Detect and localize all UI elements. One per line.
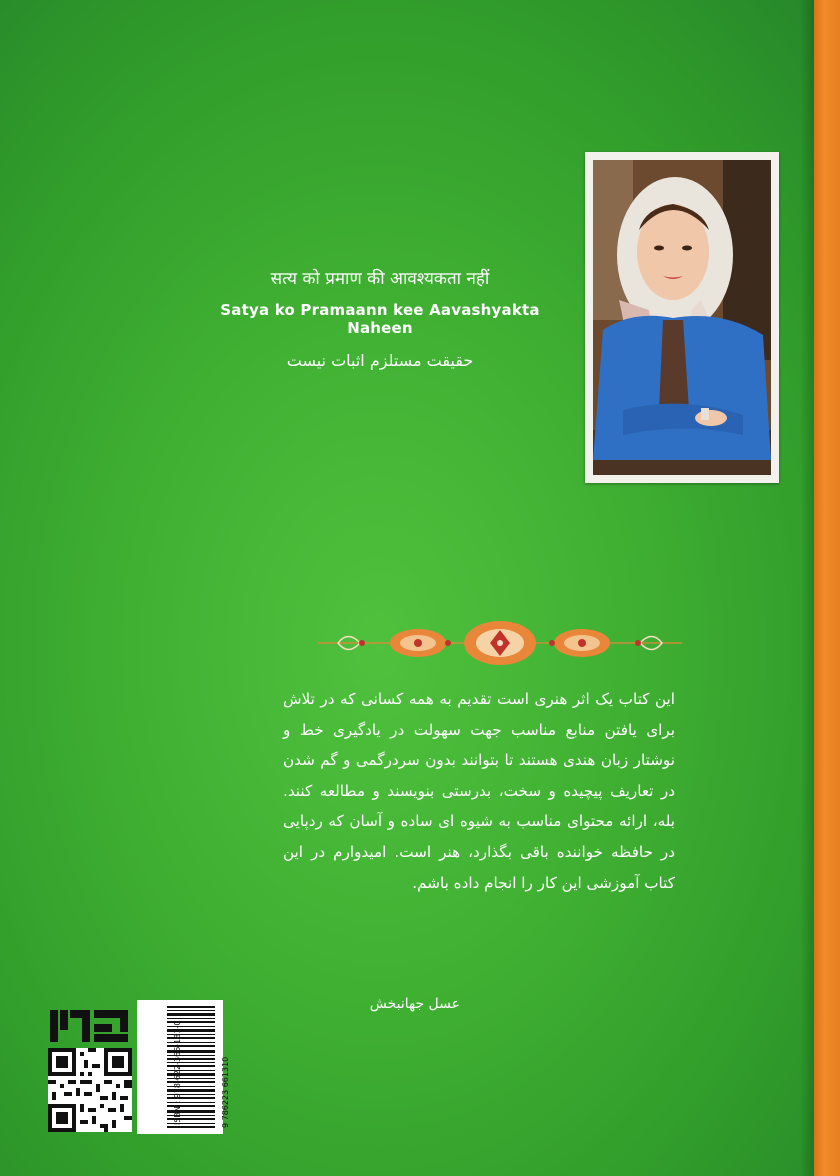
author-portrait-illustration (593, 160, 771, 475)
back-cover-blurb: این کتاب یک اثر هنری است تقدیم به همه کسانی که در تلاش برای یافتن منابع مناسب جهت سهولت در یادگیری خط و نوشتار زبان هندی هستند تا بتوانند بدون سردرگمی و گم شدن در تعاریف پیچیده و سخت، بدرستی بنویسند و مطالعه کنند. بله، ارائه محتوای مناسب به شیوه ای ساده و آسان که ردپایی در حافظه خواننده باقی بگذارد، هنر است. امیدوارم در این کتاب آموزشی این کار را انجام داده باشم. (283, 690, 675, 892)
publisher-logo-icon (48, 1006, 132, 1046)
author-name: عسل جهانبخش (369, 996, 460, 1012)
author-photo-frame (585, 152, 779, 483)
title-latin: Satya ko Pramaann kee Aavashyakta Naheen (220, 301, 540, 337)
floral-divider-icon (318, 618, 682, 668)
spine-shadow (800, 0, 814, 1176)
author-photo (593, 160, 771, 475)
title-persian: حقیقت مستلزم اثبات نیست (286, 351, 474, 370)
barcode-number: 9 786223 661310 (221, 1056, 230, 1128)
qr-code-icon (48, 1048, 132, 1132)
book-spine (814, 0, 840, 1176)
isbn-barcode (137, 1000, 230, 1134)
qr-code (48, 1048, 132, 1132)
title-hindi: सत्य को प्रमाण की आवश्यकता नहीं (270, 269, 490, 289)
title-block (190, 266, 570, 370)
isbn-label: ISBN : 978-622-366-131-0 (173, 1020, 182, 1125)
